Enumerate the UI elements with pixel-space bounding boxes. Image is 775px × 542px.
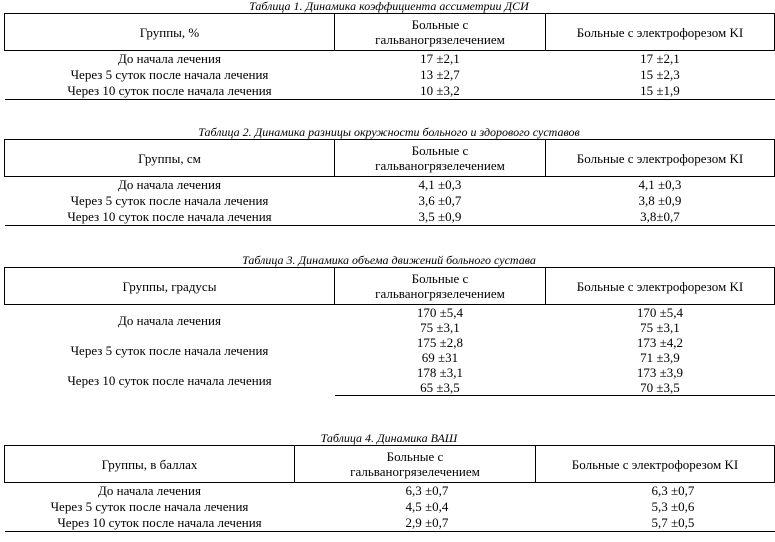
- value-galvano: 3,5 ±0,9: [335, 209, 546, 226]
- table-2-group-header: Группы, см: [5, 140, 335, 177]
- value-galvano: 2,9 ±0,7: [295, 515, 536, 532]
- value-galvano: 69 ±31: [421, 350, 459, 365]
- table-3: [4, 267, 775, 396]
- value-galvano: 3,6 ±0,7: [418, 193, 462, 208]
- table-3-header-galvano: Больные с гальваногрязелечением: [335, 268, 546, 305]
- table-4-group-header: Группы, в баллах: [5, 446, 295, 483]
- row-label: Через 5 суток после начала лечения: [70, 193, 269, 208]
- value-galvano: 65 ±3,5: [335, 380, 546, 396]
- table-1-header-galvano: Больные с гальваногрязелечением: [335, 14, 546, 51]
- row-label: Через 10 суток после начала лечения: [67, 372, 272, 388]
- value-ki: 5,3 ±0,6: [651, 499, 695, 514]
- table-1-block: [4, 0, 774, 100]
- row-label: Через 10 суток после начала лечения: [5, 83, 335, 100]
- value-ki: 3,8±0,7: [546, 209, 775, 226]
- table-row: [5, 177, 775, 194]
- value-ki: 15 ±1,9: [546, 83, 775, 100]
- row-label: До начала лечения: [98, 483, 201, 498]
- table-row: [5, 305, 775, 321]
- row-label: Через 10 суток после начала лечения: [5, 209, 335, 226]
- table-1-caption: Таблица 1. Динамика коэффициента ассиметрии ДСИ: [249, 0, 529, 13]
- value-ki: 75 ±3,1: [640, 320, 680, 335]
- table-4-block: [4, 432, 774, 532]
- table-4-header-galvano: Больные с гальваногрязелечением: [295, 446, 536, 483]
- value-ki: 71 ±3,9: [640, 350, 680, 365]
- table-row: [5, 483, 775, 500]
- value-ki: 6,3 ±0,7: [651, 483, 695, 498]
- value-galvano: 6,3 ±0,7: [405, 483, 449, 498]
- table-row: [5, 83, 775, 100]
- value-ki: 173 ±3,9: [636, 365, 684, 380]
- value-galvano: 17 ±2,1: [420, 51, 460, 66]
- table-row: [5, 209, 775, 226]
- table-2-header-galvano: Больные с гальваногрязелечением: [335, 140, 546, 177]
- value-galvano: 4,1 ±0,3: [418, 177, 462, 192]
- row-label: До начала лечения: [118, 177, 221, 192]
- table-4-header-ki: Больные с электрофорезом KI: [536, 446, 775, 483]
- table-1: [4, 13, 775, 100]
- value-ki: 173 ±4,2: [636, 335, 684, 350]
- value-ki: 4,1 ±0,3: [638, 177, 682, 192]
- table-row: [5, 335, 775, 350]
- value-galvano: 13 ±2,7: [420, 67, 460, 82]
- table-2: [4, 139, 775, 226]
- value-galvano: 170 ±5,4: [416, 305, 464, 320]
- row-label: Через 5 суток после начала лечения: [50, 499, 249, 514]
- table-row: [5, 51, 775, 68]
- table-3-header-ki: Больные с электрофорезом KI: [546, 268, 775, 305]
- table-2-caption: Таблица 2. Динамика разницы окружности больного и здорового суставов: [198, 125, 580, 139]
- table-4-caption: Таблица 4. Динамика ВАШ: [320, 431, 458, 445]
- value-ki: 3,8 ±0,9: [638, 193, 682, 208]
- table-1-group-header: Группы, %: [5, 14, 335, 51]
- table-3-group-header: Группы, градусы: [5, 268, 335, 305]
- table-row: [5, 515, 775, 532]
- row-label: Через 5 суток после начала лечения: [70, 342, 269, 358]
- table-2-header-ki: Больные с электрофорезом KI: [546, 140, 775, 177]
- value-galvano: 75 ±3,1: [420, 320, 460, 335]
- table-row: [5, 365, 775, 380]
- value-galvano: 10 ±3,2: [335, 83, 546, 100]
- table-3-block: [4, 254, 774, 396]
- row-label: До начала лечения: [118, 51, 221, 66]
- value-galvano: 178 ±3,1: [416, 365, 464, 380]
- row-label: Через 5 суток после начала лечения: [70, 67, 269, 82]
- table-4: [4, 445, 775, 532]
- table-1-header-ki: Больные с электрофорезом KI: [546, 14, 775, 51]
- value-galvano: 4,5 ±0,4: [405, 499, 449, 514]
- value-ki: 15 ±2,3: [640, 67, 680, 82]
- table-3-caption: Таблица 3. Динамика объема движений больного сустава: [242, 253, 536, 267]
- table-row: [5, 67, 775, 83]
- table-2-block: [4, 126, 774, 226]
- value-galvano: 175 ±2,8: [416, 335, 464, 350]
- row-label: Через 10 суток после начала лечения: [5, 515, 295, 532]
- value-ki: 5,7 ±0,5: [536, 515, 775, 532]
- row-label: До начала лечения: [118, 312, 221, 328]
- table-row: [5, 193, 775, 209]
- value-ki: 17 ±2,1: [640, 51, 680, 66]
- value-ki: 170 ±5,4: [636, 305, 684, 320]
- value-ki: 70 ±3,5: [546, 380, 775, 396]
- table-row: [5, 499, 775, 515]
